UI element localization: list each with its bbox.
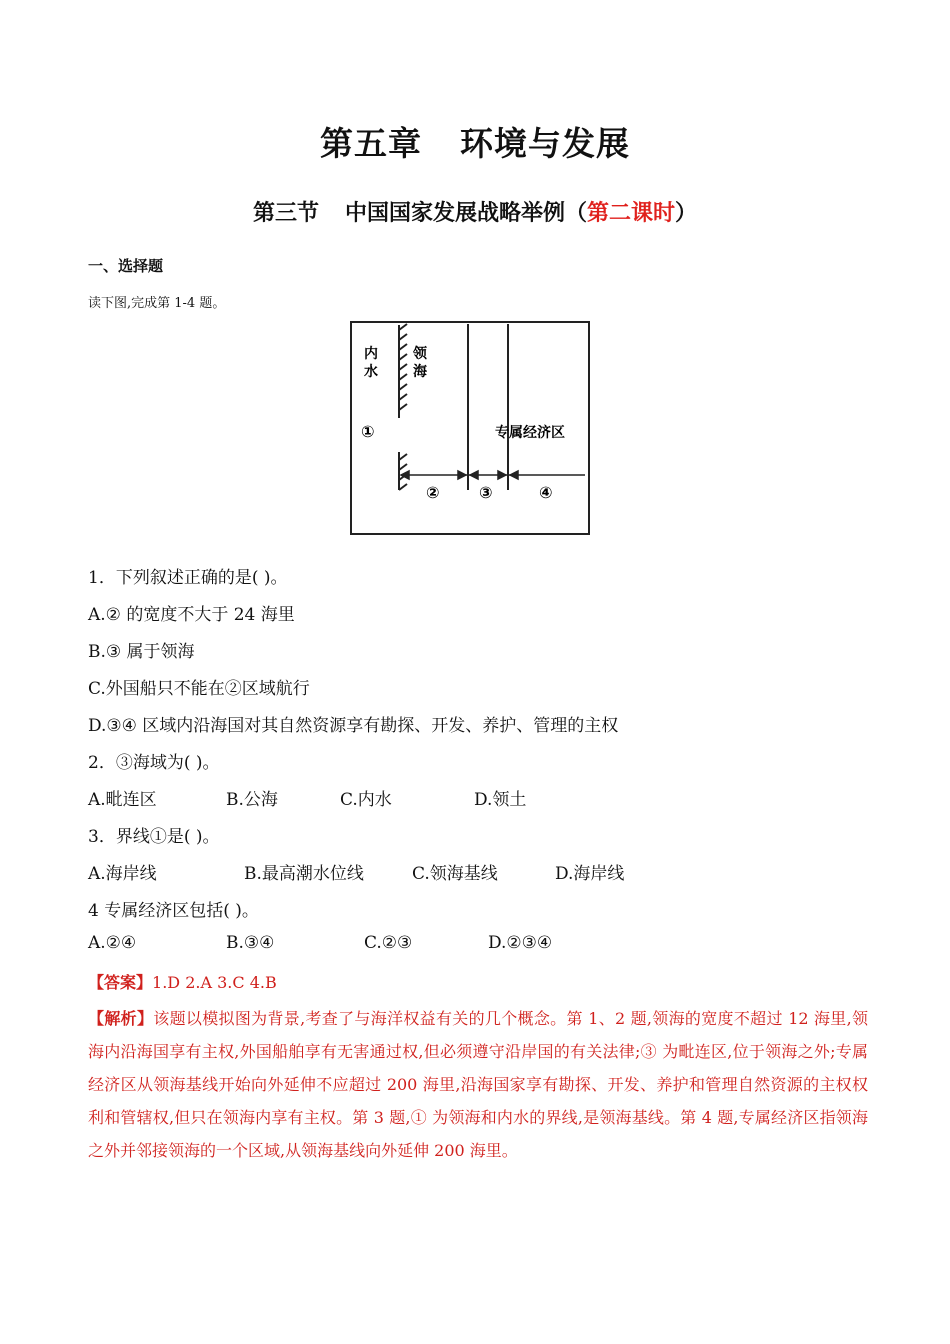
marker-4: ④ xyxy=(539,483,553,502)
intro-text: 读下图,完成第 1-4 题。 xyxy=(88,296,226,311)
question-3-stem: 3．界线①是( )。 xyxy=(88,827,220,847)
label-inner-water-1: 内 xyxy=(364,346,378,362)
section-highlight: 第二课时 xyxy=(587,201,676,226)
chapter-title xyxy=(0,118,950,165)
part-heading: 一、选择题 xyxy=(88,257,164,275)
marker-2: ② xyxy=(426,483,440,502)
question-3-option-c: C.领海基线 xyxy=(412,864,498,884)
question-2-option-c: C.内水 xyxy=(340,790,392,810)
question-4-option-c: C.②③ xyxy=(364,933,413,953)
question-2-option-b: B.公海 xyxy=(226,790,278,810)
label-eez: 专属经济区 xyxy=(495,425,565,441)
question-4-stem: 4 专属经济区包括( )。 xyxy=(88,901,259,921)
marker-1: ① xyxy=(361,422,375,441)
question-1-option-d: D.③④ 区域内沿海国对其自然资源享有勘探、开发、养护、管理的主权 xyxy=(88,716,619,736)
section-title xyxy=(0,196,950,227)
label-territorial-sea-2: 海 xyxy=(413,364,427,380)
question-2-option-a: A.毗连区 xyxy=(88,790,157,810)
question-1-stem: 1．下列叙述正确的是( )。 xyxy=(88,568,288,588)
question-3-option-d: D.海岸线 xyxy=(555,864,625,884)
answer-label: 【答案】 xyxy=(88,973,153,992)
chapter-number: 第五章 xyxy=(320,124,422,163)
section-close: ） xyxy=(675,201,698,226)
question-1-option-a: A.② 的宽度不大于 24 海里 xyxy=(88,605,295,625)
label-inner-water-2: 水 xyxy=(364,364,378,380)
maritime-zones-figure xyxy=(349,320,591,536)
label-territorial-sea-1: 领 xyxy=(413,346,427,362)
question-4-option-d: D.②③④ xyxy=(488,933,553,953)
question-3-option-a: A.海岸线 xyxy=(88,864,157,884)
question-1-option-b: B.③ 属于领海 xyxy=(88,642,195,662)
answer-text: 1.D 2.A 3.C 4.B xyxy=(152,973,277,992)
section-number: 第三节 xyxy=(252,201,319,226)
question-4-option-b: B.③④ xyxy=(226,933,275,953)
answer-line xyxy=(88,970,277,993)
question-2-option-d: D.领土 xyxy=(474,790,527,810)
analysis-text: 该题以模拟图为背景,考查了与海洋权益有关的几个概念。第 1、2 题,领海的宽度不超过 12 海里,领海内沿海国享有主权,外国船舶享有无害通过权,但必须遵守沿岸国的有关法律;③ 为毗连区,位于领海之外;专属经济区从领海基线开始向外延伸不应超过 200 海里,沿海国家享有勘探、开发、养护和管理自然资源的主权权利和管辖权,但只在领海内享有主权。第 3 题,① 为领海和内水的界线,是领海基线。第 4 题,专属经济区指领海之外并邻接领海的一个区域,从领海基线向外延伸 200 海里。 xyxy=(88,1009,868,1160)
section-name: 中国国家发展战略举例（ xyxy=(344,201,587,226)
chapter-name: 环境与发展 xyxy=(460,124,630,163)
question-4-option-a: A.②④ xyxy=(88,933,137,953)
question-2-stem: 2．③海域为( )。 xyxy=(88,753,220,773)
question-1-option-c: C.外国船只不能在②区域航行 xyxy=(88,679,310,699)
marker-3: ③ xyxy=(479,483,493,502)
analysis-paragraph xyxy=(88,1002,868,1167)
analysis-label: 【解析】 xyxy=(88,1009,154,1028)
question-3-option-b: B.最高潮水位线 xyxy=(244,864,364,884)
